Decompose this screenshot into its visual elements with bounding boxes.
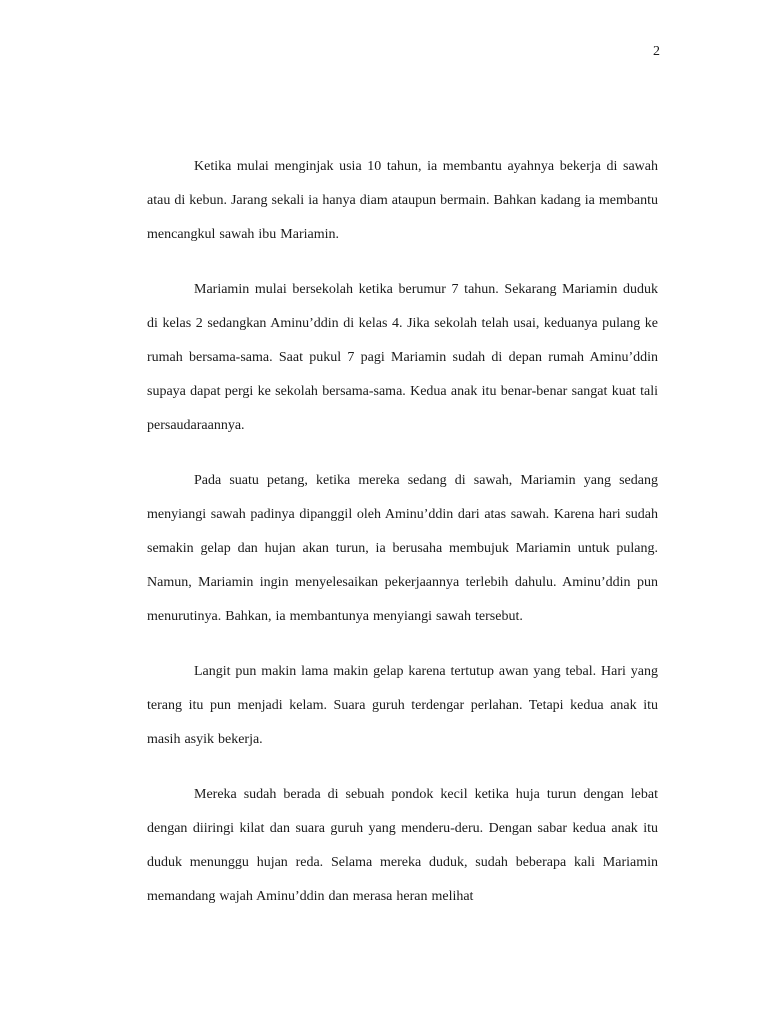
paragraph-3: Pada suatu petang, ketika mereka sedang di sawah, Mariamin yang sedang menyiangi sawah padinya dipanggil oleh Aminu’ddin dari atas sawah. Karena hari sudah semakin gelap dan hujan akan turun, ia berusaha membujuk Mariamin untuk pulang. Namun, Mariamin ingin menyelesaikan pekerjaannya terlebih dahulu. Aminu’ddin pun menurutinya. Bahkan, ia membantunya menyiangi sawah tersebut.	[147, 473, 658, 624]
paragraph-1: Ketika mulai menginjak usia 10 tahun, ia membantu ayahnya bekerja di sawah atau di kebun. Jarang sekali ia hanya diam ataupun bermain. Bahkan kadang ia membantu mencangkul sawah ibu Mariamin.	[147, 159, 658, 242]
body-text	[147, 150, 658, 935]
page-number: 2	[653, 44, 660, 59]
paragraph-5: Mereka sudah berada di sebuah pondok kecil ketika huja turun dengan lebat dengan diiringi kilat dan suara guruh yang menderu-deru. Dengan sabar kedua anak itu duduk menunggu hujan reda. Selama mereka duduk, sudah beberapa kali Mariamin memandang wajah Aminu’ddin dan merasa heran melihat	[147, 787, 658, 904]
paragraph-4: Langit pun makin lama makin gelap karena tertutup awan yang tebal. Hari yang terang itu pun menjadi kelam. Suara guruh terdengar perlahan. Tetapi kedua anak itu masih asyik bekerja.	[147, 664, 658, 747]
paragraph-2: Mariamin mulai bersekolah ketika berumur 7 tahun. Sekarang Mariamin duduk di kelas 2 sedangkan Aminu’ddin di kelas 4. Jika sekolah telah usai, keduanya pulang ke rumah bersama-sama. Saat pukul 7 pagi Mariamin sudah di depan rumah Aminu’ddin supaya dapat pergi ke sekolah bersama-sama. Kedua anak itu benar-benar sangat kuat tali persaudaraannya.	[147, 282, 658, 433]
